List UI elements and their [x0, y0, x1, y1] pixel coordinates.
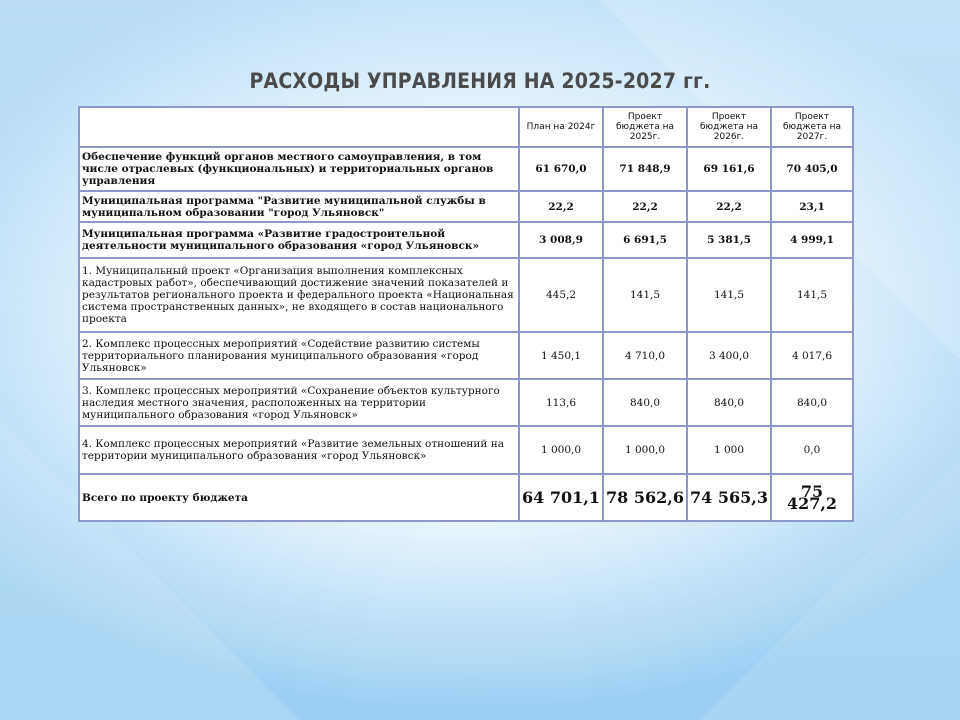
row-value-2027: 141,5	[771, 258, 853, 332]
header-cell-blank	[79, 107, 519, 147]
header-cell-plan-2024: План на 2024г	[519, 107, 603, 147]
row-value-2025: 71 848,9	[603, 147, 687, 191]
row-value-2024: 113,6	[519, 379, 603, 426]
table-row	[79, 426, 853, 474]
row-label: 1. Муниципальный проект «Организация выполнения комплексных кадастровых работ», обеспечивающий достижение значений показателей и результатов регионального проекта и федерального проекта «Национальная система пространственных данных», не входящего в состав национального проекта	[79, 258, 519, 332]
row-label: Муниципальная программа «Развитие градостроительной деятельности муниципального образования «город Ульяновск»	[79, 222, 519, 258]
table-row	[79, 147, 853, 191]
row-value-2025: 6 691,5	[603, 222, 687, 258]
row-value-2024: 445,2	[519, 258, 603, 332]
table-header-row	[79, 107, 853, 147]
row-label: 3. Комплекс процессных мероприятий «Сохранение объектов культурного наследия местного значения, расположенных на территории муниципального образования «город Ульяновск»	[79, 379, 519, 426]
row-label: 2. Комплекс процессных мероприятий «Содействие развитию системы территориального планирования муниципального образования «город Ульяновск»	[79, 332, 519, 379]
row-value-2027: 4 017,6	[771, 332, 853, 379]
row-value-2024: 61 670,0	[519, 147, 603, 191]
row-value-2027: 70 405,0	[771, 147, 853, 191]
total-value-2024: 64 701,1	[519, 474, 603, 521]
total-value-2025: 78 562,6	[603, 474, 687, 521]
row-value-2025: 4 710,0	[603, 332, 687, 379]
row-value-2025: 141,5	[603, 258, 687, 332]
table-row	[79, 191, 853, 222]
total-value-2027: 75 427,2	[771, 474, 853, 521]
total-label: Всего по проекту бюджета	[79, 474, 519, 521]
row-value-2027: 0,0	[771, 426, 853, 474]
row-value-2025: 22,2	[603, 191, 687, 222]
row-value-2025: 840,0	[603, 379, 687, 426]
row-value-2027: 4 999,1	[771, 222, 853, 258]
total-value-2026: 74 565,3	[687, 474, 771, 521]
row-value-2026: 5 381,5	[687, 222, 771, 258]
row-value-2026: 69 161,6	[687, 147, 771, 191]
row-label: 4. Комплекс процессных мероприятий «Развитие земельных отношений на территории муниципального образования «город Ульяновск»	[79, 426, 519, 474]
table-row	[79, 222, 853, 258]
row-value-2027: 23,1	[771, 191, 853, 222]
row-value-2024: 1 000,0	[519, 426, 603, 474]
table-total-row	[79, 474, 853, 521]
row-label: Муниципальная программа "Развитие муниципальной службы в муниципальном образовании "город Ульяновск"	[79, 191, 519, 222]
header-cell-project-2025: Проект бюджета на 2025г.	[603, 107, 687, 147]
row-value-2026: 141,5	[687, 258, 771, 332]
row-value-2026: 1 000	[687, 426, 771, 474]
row-value-2024: 1 450,1	[519, 332, 603, 379]
row-value-2026: 22,2	[687, 191, 771, 222]
row-value-2026: 3 400,0	[687, 332, 771, 379]
page-title: РАСХОДЫ УПРАВЛЕНИЯ НА 2025-2027 гг.	[249, 69, 711, 93]
table-row	[79, 379, 853, 426]
row-value-2024: 3 008,9	[519, 222, 603, 258]
table-row	[79, 332, 853, 379]
row-value-2025: 1 000,0	[603, 426, 687, 474]
row-value-2027: 840,0	[771, 379, 853, 426]
row-value-2026: 840,0	[687, 379, 771, 426]
row-value-2024: 22,2	[519, 191, 603, 222]
row-label: Обеспечение функций органов местного самоуправления, в том числе отраслевых (функциональных) и территориальных органов управления	[79, 147, 519, 191]
table-row	[79, 258, 853, 332]
budget-table	[78, 106, 854, 522]
header-cell-project-2027: Проект бюджета на 2027г.	[771, 107, 853, 147]
header-cell-project-2026: Проект бюджета на 2026г.	[687, 107, 771, 147]
